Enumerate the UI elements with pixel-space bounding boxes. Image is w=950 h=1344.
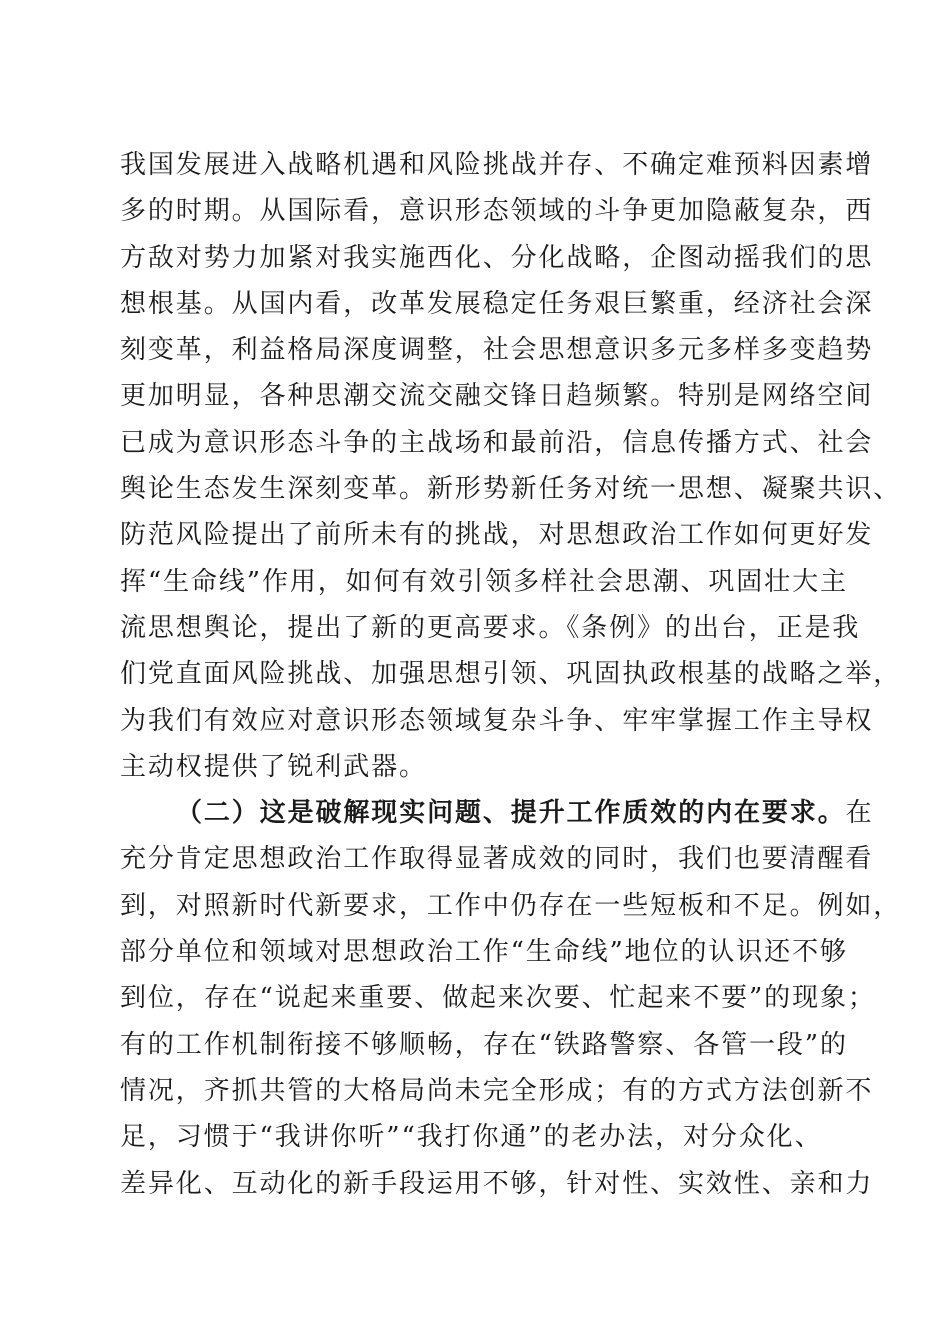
paragraph-1-line: 挥“生命线”作用，如何有效引领多样社会思潮、巩固壮大主 [120,566,848,597]
paragraph-1-line: 想根基。从国内看，改革发展稳定任务艰巨繁重，经济社会深 [120,288,874,319]
paragraph-1-line: 们党直面风险挑战、加强思想引领、巩固执政根基的战略之举， [120,659,902,690]
paragraph-2-line: 到，对照新时代新要求，工作中仍存在一些短板和不足。例如， [120,890,902,921]
paragraph-2-line: 差异化、互动化的新手段运用不够，针对性、实效性、亲和力 [120,1168,874,1199]
paragraph-1-line: 舆论生态发生深刻变革。新形势新任务对统一思想、凝聚共识、 [120,474,902,505]
paragraph-2-lead-text: 在 [845,798,874,829]
paragraph-2-line: 到位，存在“说起来重要、做起来次要、忙起来不要”的现象； [120,983,876,1014]
paragraph-2-first-line [120,790,874,836]
paragraph-1-line: 更加明显，各种思潮交流交融交锋日趋频繁。特别是网络空间 [120,381,874,412]
paragraph-1-line: 主动权提供了锐利武器。 [120,751,427,782]
section-heading: （二）这是破解现实问题、提升工作质效的内在要求。 [176,798,846,829]
paragraph-1-line: 方敌对势力加紧对我实施西化、分化战略，企图动摇我们的思 [120,242,874,273]
paragraph-2-line: 有的工作机制衔接不够顺畅，存在“铁路警察、各管一段”的 [120,1029,848,1060]
paragraph-1-line: 已成为意识形态斗争的主战场和最前沿，信息传播方式、社会 [120,427,874,458]
paragraph-1-line: 防范风险提出了前所未有的挑战，对思想政治工作如何更好发 [120,520,874,551]
paragraph-2-line: 充分肯定思想政治工作取得显著成效的同时，我们也要清醒看 [120,844,874,875]
paragraph-2-line: 情况，齐抓共管的大格局尚未完全形成；有的方式方法创新不 [120,1075,874,1106]
paragraph-1-line: 流思想舆论，提出了新的更高要求。《条例》的出台，正是我 [120,612,861,643]
body-text [120,142,902,1207]
paragraph-1-line: 为我们有效应对意识形态领域复杂斗争、牢牢掌握工作主导权 [120,705,874,736]
paragraph-1-line: 刻变革，利益格局深度调整，社会思想意识多元多样多变趋势 [120,335,874,366]
paragraph-1-line: 多的时期。从国际看，意识形态领域的斗争更加隐蔽复杂，西 [120,196,874,227]
paragraph-1-line: 我国发展进入战略机遇和风险挑战并存、不确定难预料因素增 [120,150,874,180]
paragraph-2-line: 部分单位和领域对思想政治工作“生命线”地位的认识还不够 [120,937,848,968]
paragraph-2-line: 足，习惯于“我讲你听”“我打你通”的老办法，对分众化、 [120,1122,823,1153]
